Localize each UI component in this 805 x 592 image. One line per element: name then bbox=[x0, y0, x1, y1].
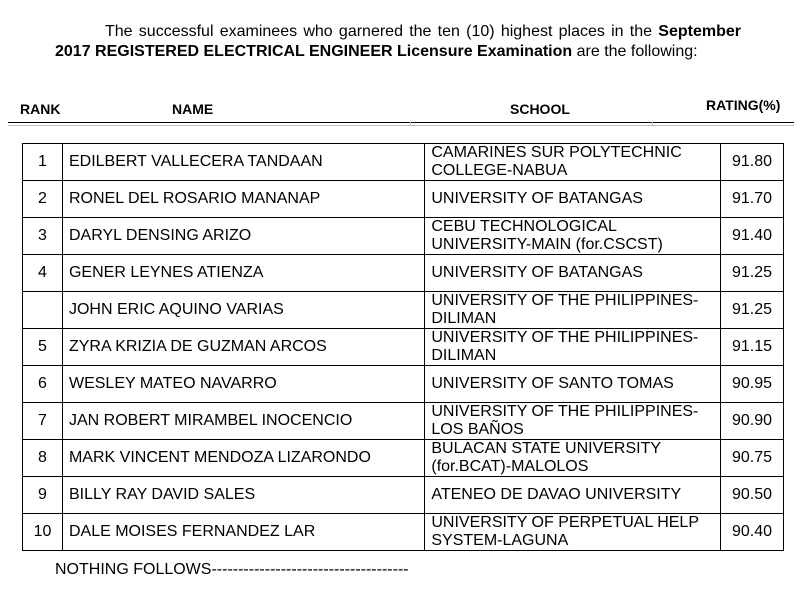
table-row bbox=[23, 292, 784, 329]
header-rank: RANK bbox=[20, 101, 61, 117]
rating-cell: 90.40 bbox=[721, 514, 784, 551]
rank-cell: 8 bbox=[23, 440, 63, 477]
table-row bbox=[23, 144, 784, 181]
school-cell: CEBU TECHNOLOGICAL UNIVERSITY-MAIN (for.CSCST) bbox=[425, 218, 721, 255]
rating-cell: 91.80 bbox=[721, 144, 784, 181]
nothing-follows-note: NOTHING FOLLOWS------------------------------------- bbox=[55, 561, 409, 578]
table-row bbox=[23, 403, 784, 440]
name-cell: JOHN ERIC AQUINO VARIAS bbox=[62, 292, 424, 329]
header-school: SCHOOL bbox=[510, 101, 570, 117]
rank-cell: 2 bbox=[23, 181, 63, 218]
header-rule bbox=[8, 122, 794, 123]
intro-exam-title: September 2017 REGISTERED ELECTRICAL ENGINEER Licensure Examination bbox=[55, 23, 741, 60]
rating-cell: 90.50 bbox=[721, 477, 784, 514]
header-rating: RATING(%) bbox=[706, 97, 781, 113]
school-cell: UNIVERSITY OF SANTO TOMAS bbox=[425, 366, 721, 403]
intro-text-start: The successful examinees who garnered the ten (10) highest places in the bbox=[105, 23, 653, 40]
table-row bbox=[23, 255, 784, 292]
rating-cell: 90.75 bbox=[721, 440, 784, 477]
rating-cell: 91.40 bbox=[721, 218, 784, 255]
results-table bbox=[22, 143, 784, 551]
table-row bbox=[23, 366, 784, 403]
school-cell: UNIVERSITY OF THE PHILIPPINES-DILIMAN bbox=[425, 292, 721, 329]
name-cell: EDILBERT VALLECERA TANDAAN bbox=[62, 144, 424, 181]
rank-cell: 3 bbox=[23, 218, 63, 255]
results-table-body bbox=[23, 144, 784, 551]
table-row bbox=[23, 477, 784, 514]
name-cell: DARYL DENSING ARIZO bbox=[62, 218, 424, 255]
rating-cell: 90.90 bbox=[721, 403, 784, 440]
rank-cell: 1 bbox=[23, 144, 63, 181]
rating-cell: 91.25 bbox=[721, 292, 784, 329]
table-row bbox=[23, 440, 784, 477]
table-row bbox=[23, 218, 784, 255]
school-cell: UNIVERSITY OF THE PHILIPPINES-DILIMAN bbox=[425, 329, 721, 366]
rating-cell: 91.25 bbox=[721, 255, 784, 292]
intro-paragraph bbox=[55, 22, 741, 62]
school-cell: ATENEO DE DAVAO UNIVERSITY bbox=[425, 477, 721, 514]
table-row bbox=[23, 181, 784, 218]
rank-cell: 7 bbox=[23, 403, 63, 440]
name-cell: DALE MOISES FERNANDEZ LAR bbox=[62, 514, 424, 551]
name-cell: GENER LEYNES ATIENZA bbox=[62, 255, 424, 292]
rank-cell bbox=[23, 292, 63, 329]
school-cell: UNIVERSITY OF BATANGAS bbox=[425, 181, 721, 218]
table-row bbox=[23, 514, 784, 551]
rank-cell: 6 bbox=[23, 366, 63, 403]
table-row bbox=[23, 329, 784, 366]
school-cell: CAMARINES SUR POLYTECHNIC COLLEGE-NABUA bbox=[425, 144, 721, 181]
header-column-tick bbox=[652, 122, 653, 126]
rating-cell: 90.95 bbox=[721, 366, 784, 403]
intro-text-end: are the following: bbox=[576, 43, 698, 60]
header-column-tick bbox=[410, 122, 411, 126]
rank-cell: 10 bbox=[23, 514, 63, 551]
school-cell: BULACAN STATE UNIVERSITY (for.BCAT)-MALOLOS bbox=[425, 440, 721, 477]
rating-cell: 91.15 bbox=[721, 329, 784, 366]
rank-cell: 9 bbox=[23, 477, 63, 514]
header-rule-shadow bbox=[8, 125, 794, 126]
rating-cell: 91.70 bbox=[721, 181, 784, 218]
rank-cell: 4 bbox=[23, 255, 63, 292]
school-cell: UNIVERSITY OF PERPETUAL HELP SYSTEM-LAGUNA bbox=[425, 514, 721, 551]
school-cell: UNIVERSITY OF BATANGAS bbox=[425, 255, 721, 292]
header-name: NAME bbox=[172, 101, 214, 117]
name-cell: ZYRA KRIZIA DE GUZMAN ARCOS bbox=[62, 329, 424, 366]
name-cell: RONEL DEL ROSARIO MANANAP bbox=[62, 181, 424, 218]
name-cell: MARK VINCENT MENDOZA LIZARONDO bbox=[62, 440, 424, 477]
name-cell: JAN ROBERT MIRAMBEL INOCENCIO bbox=[62, 403, 424, 440]
rank-cell: 5 bbox=[23, 329, 63, 366]
name-cell: BILLY RAY DAVID SALES bbox=[62, 477, 424, 514]
name-cell: WESLEY MATEO NAVARRO bbox=[62, 366, 424, 403]
school-cell: UNIVERSITY OF THE PHILIPPINES-LOS BAÑOS bbox=[425, 403, 721, 440]
